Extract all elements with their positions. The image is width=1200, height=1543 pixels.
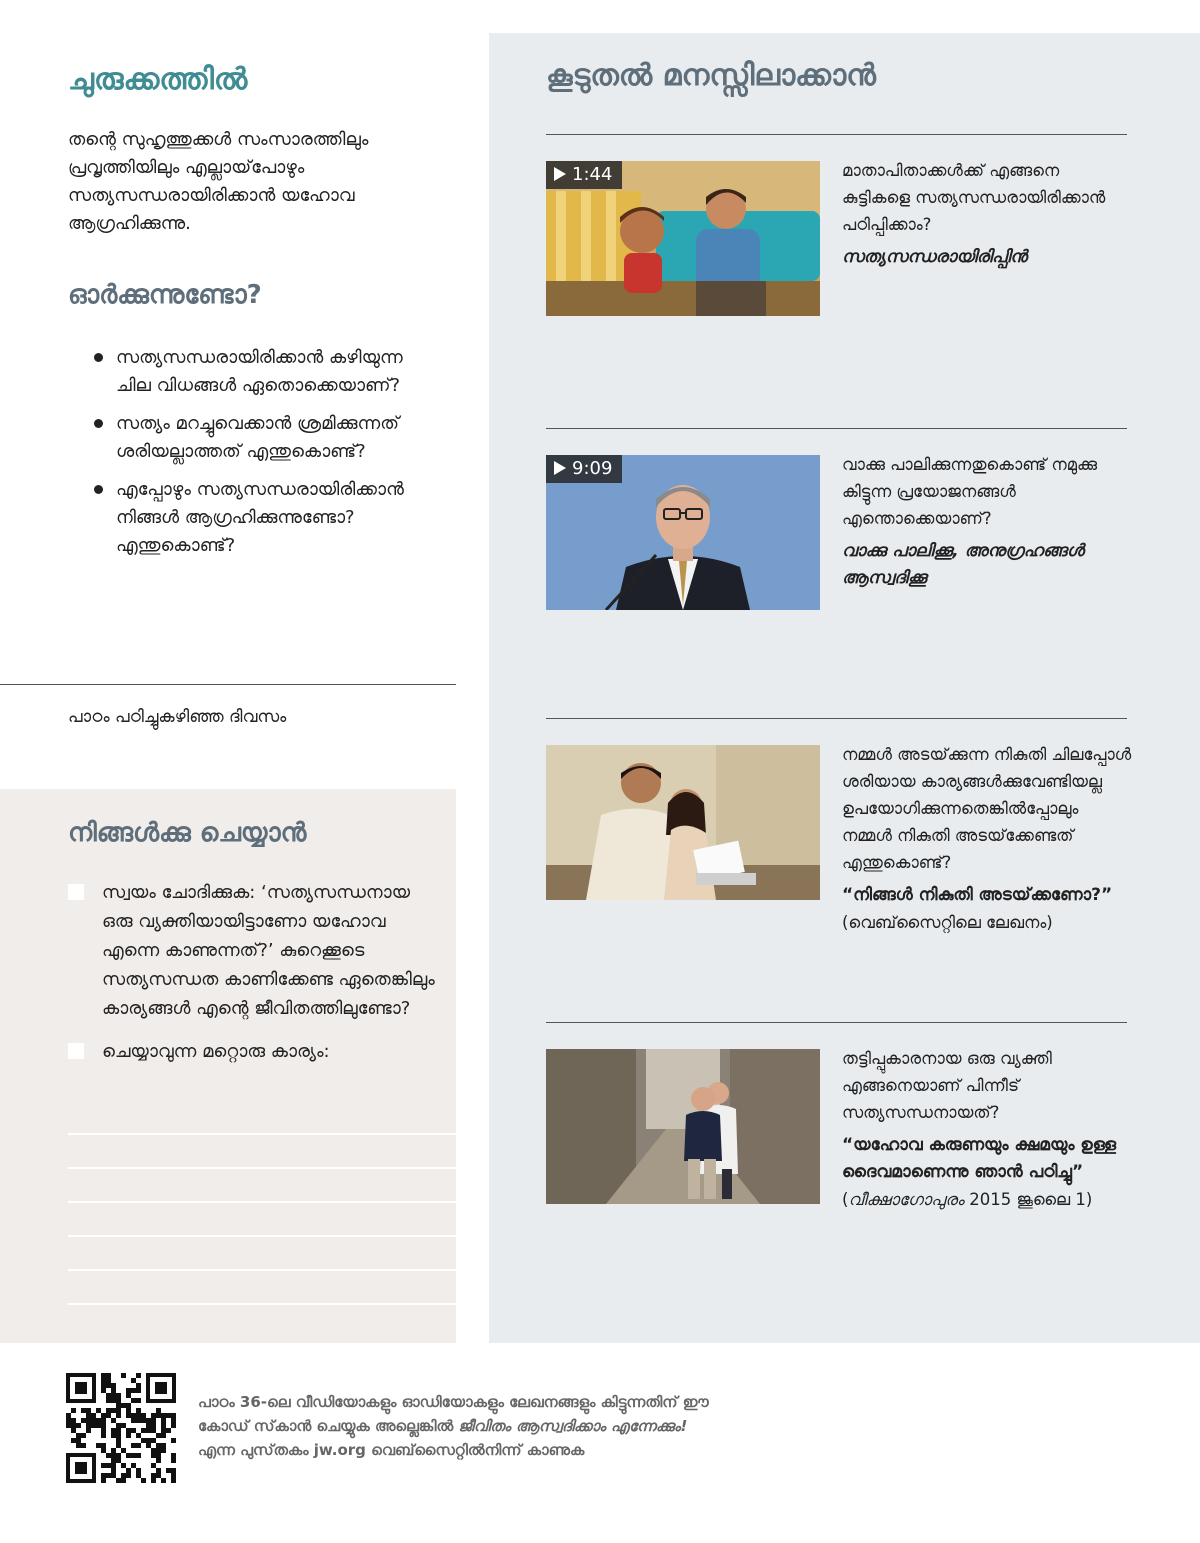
- footer-note: [198, 1390, 718, 1462]
- qr-module: [86, 1418, 91, 1423]
- qr-module: [81, 1443, 86, 1448]
- qr-module: [116, 1408, 121, 1413]
- qr-module: [116, 1438, 121, 1443]
- qr-module: [151, 1448, 156, 1453]
- qr-module: [116, 1433, 121, 1438]
- source-publication: വീക്ഷാഗോപുരം: [848, 1190, 964, 1209]
- qr-module: [141, 1428, 146, 1433]
- bullet-icon: [94, 353, 103, 362]
- qr-module: [171, 1453, 176, 1458]
- qr-module: [141, 1413, 146, 1418]
- qr-module: [156, 1443, 161, 1448]
- qr-module: [151, 1438, 156, 1443]
- qr-module: [116, 1458, 121, 1463]
- qr-module: [166, 1413, 171, 1418]
- qr-module: [101, 1433, 106, 1438]
- qr-module: [161, 1448, 166, 1453]
- resource-divider: [546, 428, 1127, 429]
- qr-module: [171, 1423, 176, 1428]
- qr-module: [146, 1423, 151, 1428]
- qr-module: [136, 1373, 141, 1378]
- qr-module: [76, 1423, 81, 1428]
- qr-module: [151, 1413, 156, 1418]
- qr-module: [76, 1433, 81, 1438]
- qr-module: [101, 1378, 106, 1383]
- resource-question: തട്ടിപ്പുകാരനായ ഒരു വ്യക്തി എങ്ങനെയാണ്‌ പിന്നീട്‌ സത്യസന്ധനായത്‌?: [842, 1049, 1052, 1122]
- qr-code[interactable]: [66, 1373, 176, 1483]
- qr-module: [101, 1373, 106, 1378]
- qr-module: [71, 1423, 76, 1428]
- qr-module: [111, 1473, 116, 1478]
- summary-text: തന്റെ സുഹൃത്തുക്കൾ സംസാരത്തിലും പ്രവൃത്തിയിലും എല്ലായ്‌പോഴും സത്യസന്ധരായിരിക്കാൻ യഹോവ ആഗ്രഹിക്കുന്നു.: [68, 129, 369, 234]
- qr-module: [106, 1413, 111, 1418]
- date-completed-label: പാഠം പഠിച്ചുകഴിഞ്ഞ ദിവസം: [68, 707, 287, 727]
- qr-code-icon: [66, 1373, 176, 1483]
- qr-module: [166, 1428, 171, 1433]
- qr-module: [101, 1388, 106, 1393]
- qr-module: [161, 1418, 166, 1423]
- qr-module: [111, 1408, 116, 1413]
- qr-module: [151, 1463, 156, 1468]
- qr-module: [81, 1408, 86, 1413]
- resource-question: വാക്കു പാലിക്കുന്നതുകൊണ്ട്‌ നമുക്കു കിട്ടുന്ന പ്രയോജനങ്ങൾ എന്തൊക്കെയാണ്‌?: [842, 455, 1098, 528]
- qr-module: [116, 1393, 121, 1398]
- play-icon: [554, 167, 566, 181]
- qr-module: [111, 1428, 116, 1433]
- qr-module: [81, 1418, 86, 1423]
- qr-module: [156, 1413, 161, 1418]
- qr-module: [136, 1453, 141, 1458]
- qr-module: [126, 1473, 131, 1478]
- footer-book-title: ജീവിതം ആസ്വദിക്കാം എന്നേക്കും!: [458, 1417, 688, 1435]
- todo-item: [68, 878, 438, 1023]
- qr-module: [131, 1413, 136, 1418]
- video-duration: 9:09: [572, 458, 613, 479]
- video-thumbnail[interactable]: [546, 161, 820, 316]
- qr-module: [121, 1478, 126, 1483]
- qr-module: [141, 1418, 146, 1423]
- resource-divider: [546, 718, 1127, 719]
- explore-heading: കൂടുതൽ മനസ്സിലാക്കാൻ: [546, 58, 876, 93]
- qr-module: [131, 1453, 136, 1458]
- qr-module: [156, 1468, 161, 1473]
- footer-lesson-ref: പാഠം 36-ലെ വീഡിയോകളും ഓഡിയോകളും ലേഖനങ്ങളും കിട്ടുന്നതിന്‌ ഈ കോഡ്‌ സ്‌കാൻ ചെയ്യുക അല്ലെങ്കിൽ: [198, 1393, 709, 1435]
- review-item-text: എപ്പോഴും സത്യസന്ധരായിരിക്കാൻ നിങ്ങൾ ആഗ്രഹിക്കുന്നുണ്ടോ? എന്തുകൊണ്ട്‌?: [116, 479, 404, 556]
- qr-module: [151, 1423, 156, 1428]
- qr-module: [106, 1393, 111, 1398]
- resource-title-link[interactable]: “യഹോവ കരുണയും ക്ഷമയും ഉള്ള ദൈവമാണെന്നു ഞാൻ പഠിച്ചു”: [842, 1135, 1117, 1182]
- qr-module: [116, 1478, 121, 1483]
- qr-module: [96, 1408, 101, 1413]
- resource-text: [842, 157, 1132, 271]
- qr-module: [101, 1448, 106, 1453]
- article-image[interactable]: [546, 1049, 820, 1204]
- qr-module: [116, 1413, 121, 1418]
- qr-module: [151, 1478, 156, 1483]
- review-item-text: സത്യം മറച്ചുവെക്കാൻ ശ്രമിക്കുന്നത്‌ ശരിയല്ലാത്തത്‌ എന്തുകൊണ്ട്‌?: [116, 413, 399, 462]
- qr-module: [136, 1413, 141, 1418]
- qr-module: [166, 1468, 171, 1473]
- qr-module: [126, 1388, 131, 1393]
- qr-module: [121, 1448, 126, 1453]
- qr-module: [111, 1418, 116, 1423]
- qr-module: [121, 1463, 126, 1468]
- qr-module: [121, 1373, 126, 1378]
- resource-divider: [546, 134, 1127, 135]
- todo-item-text: സ്വയം ചോദിക്കുക: ‘സത്യസന്ധനായ ഒരു വ്യക്തിയായിട്ടാണോ യഹോവ എന്നെ കാണുന്നത്‌?’ കുറെക്കൂടെ സത്യസന്ധത കാണിക്കേണ്ട ഏതെങ്കിലും കാര്യങ്ങൾ എന്റെ ജീവിതത്തിലുണ്ടോ?: [102, 882, 435, 1019]
- qr-module: [131, 1398, 136, 1403]
- qr-module: [136, 1433, 141, 1438]
- video-thumbnail[interactable]: [546, 455, 820, 610]
- qr-module: [161, 1423, 166, 1428]
- qr-module: [66, 1423, 71, 1428]
- qr-module: [81, 1433, 86, 1438]
- qr-module: [111, 1388, 116, 1393]
- resource-source: (വെബ്‌സൈറ്റിലെ ലേഖനം): [842, 913, 1053, 932]
- qr-module: [171, 1413, 176, 1418]
- qr-module: [151, 1418, 156, 1423]
- qr-module: [111, 1468, 116, 1473]
- qr-module: [171, 1473, 176, 1478]
- qr-module: [101, 1428, 106, 1433]
- qr-module: [71, 1408, 76, 1413]
- qr-module: [136, 1443, 141, 1448]
- resource-question: മാതാപിതാക്കൾക്ക്‌ എങ്ങനെ കുട്ടികളെ സത്യസന്ധരായിരിക്കാൻ പഠിപ്പിക്കാം?: [842, 161, 1106, 234]
- checkbox[interactable]: [68, 1043, 84, 1059]
- qr-module: [86, 1423, 91, 1428]
- qr-module: [91, 1418, 96, 1423]
- qr-module: [91, 1413, 96, 1418]
- qr-module: [101, 1443, 106, 1448]
- review-item: [90, 344, 440, 400]
- qr-module: [121, 1403, 126, 1408]
- qr-module: [171, 1438, 176, 1443]
- resource-source: [842, 1186, 1132, 1213]
- qr-module: [101, 1473, 106, 1478]
- qr-module: [101, 1478, 106, 1483]
- qr-module: [136, 1408, 141, 1413]
- review-item: [90, 476, 440, 560]
- qr-module: [131, 1388, 136, 1393]
- qr-module: [116, 1428, 121, 1433]
- qr-module: [111, 1458, 116, 1463]
- date-divider: [0, 684, 456, 685]
- qr-module: [126, 1428, 131, 1433]
- qr-module: [136, 1383, 141, 1388]
- resource-text: [842, 451, 1132, 592]
- qr-module: [106, 1463, 111, 1468]
- qr-module: [156, 1453, 161, 1458]
- write-line[interactable]: [68, 1167, 456, 1169]
- qr-module: [151, 1473, 156, 1478]
- checkbox[interactable]: [68, 884, 84, 900]
- qr-module: [161, 1443, 166, 1448]
- qr-module: [136, 1388, 141, 1393]
- qr-module: [86, 1413, 91, 1418]
- qr-module: [156, 1458, 161, 1463]
- qr-module: [131, 1428, 136, 1433]
- qr-module: [171, 1468, 176, 1473]
- qr-module: [151, 1453, 156, 1458]
- qr-module: [106, 1378, 111, 1383]
- qr-module: [156, 1433, 161, 1438]
- qr-module: [121, 1423, 126, 1428]
- summary-heading: ചുരുക്കത്തിൽ: [68, 62, 248, 97]
- resource-title-link[interactable]: “നിങ്ങൾ നികുതി അടയ്‌ക്കണോ?”: [842, 885, 1113, 905]
- qr-module: [141, 1438, 146, 1443]
- qr-module: [101, 1463, 106, 1468]
- resource-text: [842, 1045, 1132, 1213]
- qr-module: [131, 1463, 136, 1468]
- qr-module: [111, 1448, 116, 1453]
- qr-module: [71, 1438, 76, 1443]
- qr-module: [111, 1398, 116, 1403]
- resource-text: [842, 741, 1132, 936]
- write-line[interactable]: [68, 1133, 456, 1135]
- todo-list: [68, 878, 438, 1080]
- qr-module: [106, 1408, 111, 1413]
- qr-module: [146, 1443, 151, 1448]
- qr-module: [156, 1408, 161, 1413]
- qr-module: [161, 1433, 166, 1438]
- qr-module: [131, 1378, 136, 1383]
- video-duration-badge: [546, 455, 622, 483]
- todo-item-text: ചെയ്യാവുന്ന മറ്റൊരു കാര്യം:: [102, 1041, 330, 1062]
- write-line[interactable]: [68, 1235, 456, 1237]
- qr-module: [71, 1418, 76, 1423]
- qr-module: [101, 1383, 106, 1388]
- review-item-text: സത്യസന്ധരായിരിക്കാൻ കഴിയുന്ന ചില വിധങ്ങൾ ഏതൊക്കെയാണ്‌?: [116, 347, 403, 396]
- qr-module: [126, 1453, 131, 1458]
- qr-module: [111, 1383, 116, 1388]
- source-date: 2015 ജൂലൈ 1): [964, 1190, 1093, 1209]
- couple-paperwork-image: [546, 745, 820, 900]
- footer-rest: എന്ന പുസ്‌തകം jw.org വെബ്‌സൈറ്റിൽനിന്ന്‌ കാണുക: [198, 1441, 585, 1459]
- bullet-icon: [94, 485, 103, 494]
- write-line[interactable]: [68, 1269, 456, 1271]
- review-heading: ഓർക്കുന്നുണ്ടോ?: [68, 280, 262, 310]
- resource-title-link[interactable]: വാക്കു പാലിക്കൂ, അനുഗ്രഹങ്ങൾ ആസ്വദിക്കൂ: [842, 541, 1084, 588]
- write-line[interactable]: [68, 1201, 456, 1203]
- qr-module: [101, 1423, 106, 1428]
- qr-module: [146, 1428, 151, 1433]
- qr-module: [151, 1428, 156, 1433]
- resource-question: നമ്മൾ അടയ്‌ക്കുന്ന നികുതി ചിലപ്പോൾ ശരിയായ കാര്യങ്ങൾക്കുവേണ്ടിയല്ല ഉപയോഗിക്കുന്നതെങ്കിൽപ്പോലും നമ്മൾ നികുതി അടയ്‌ക്കേണ്ടത്‌ എന്തുകൊണ്ട്‌?: [842, 745, 1132, 872]
- article-image[interactable]: [546, 745, 820, 900]
- qr-module: [111, 1463, 116, 1468]
- qr-module: [116, 1443, 121, 1448]
- resource-divider: [546, 1022, 1127, 1023]
- qr-module: [136, 1418, 141, 1423]
- qr-module: [126, 1403, 131, 1408]
- qr-module: [171, 1418, 176, 1423]
- resource-title-link[interactable]: സത്യസന്ധരായിരിപ്പിൻ: [842, 247, 1028, 267]
- qr-module: [106, 1453, 111, 1458]
- qr-module: [161, 1478, 166, 1483]
- qr-module: [101, 1413, 106, 1418]
- qr-module: [126, 1468, 131, 1473]
- qr-module: [126, 1413, 131, 1418]
- qr-module: [146, 1418, 151, 1423]
- todo-item: [68, 1037, 438, 1066]
- qr-module: [66, 1413, 71, 1418]
- qr-module: [126, 1393, 131, 1398]
- qr-module: [136, 1473, 141, 1478]
- review-item: [90, 410, 440, 466]
- qr-module: [76, 1443, 81, 1448]
- qr-module: [86, 1408, 91, 1413]
- couple-walking-street-image: [546, 1049, 820, 1204]
- todo-heading: നിങ്ങൾക്കു ചെയ്യാൻ: [68, 818, 307, 848]
- qr-module: [106, 1383, 111, 1388]
- qr-module: [171, 1478, 176, 1483]
- qr-module: [96, 1423, 101, 1428]
- qr-module: [146, 1438, 151, 1443]
- qr-module: [106, 1373, 111, 1378]
- qr-module: [136, 1398, 141, 1403]
- qr-module: [116, 1403, 121, 1408]
- qr-module: [96, 1418, 101, 1423]
- qr-module: [71, 1428, 76, 1433]
- qr-module: [91, 1423, 96, 1428]
- qr-module: [86, 1428, 91, 1433]
- qr-module: [111, 1433, 116, 1438]
- qr-module: [156, 1448, 161, 1453]
- bullet-icon: [94, 419, 103, 428]
- qr-module: [116, 1453, 121, 1458]
- source-open-paren: (: [842, 1190, 849, 1209]
- qr-module: [131, 1418, 136, 1423]
- qr-module: [161, 1413, 166, 1418]
- qr-module: [106, 1398, 111, 1403]
- qr-module: [116, 1423, 121, 1428]
- qr-module: [161, 1428, 166, 1433]
- qr-module: [121, 1473, 126, 1478]
- qr-module: [76, 1438, 81, 1443]
- qr-module: [66, 1418, 71, 1423]
- video-duration: 1:44: [572, 164, 613, 185]
- qr-module: [106, 1473, 111, 1478]
- qr-module: [116, 1398, 121, 1403]
- qr-module: [136, 1468, 141, 1473]
- qr-module: [111, 1393, 116, 1398]
- video-duration-badge: [546, 161, 622, 189]
- qr-module: [111, 1453, 116, 1458]
- qr-module: [131, 1443, 136, 1448]
- qr-module: [141, 1478, 146, 1483]
- qr-module: [171, 1458, 176, 1463]
- write-line[interactable]: [68, 1303, 456, 1305]
- qr-module: [126, 1433, 131, 1438]
- review-list: [90, 344, 440, 570]
- qr-module: [96, 1443, 101, 1448]
- play-icon: [554, 461, 566, 475]
- qr-module: [126, 1408, 131, 1413]
- qr-module: [156, 1473, 161, 1478]
- qr-module: [101, 1418, 106, 1423]
